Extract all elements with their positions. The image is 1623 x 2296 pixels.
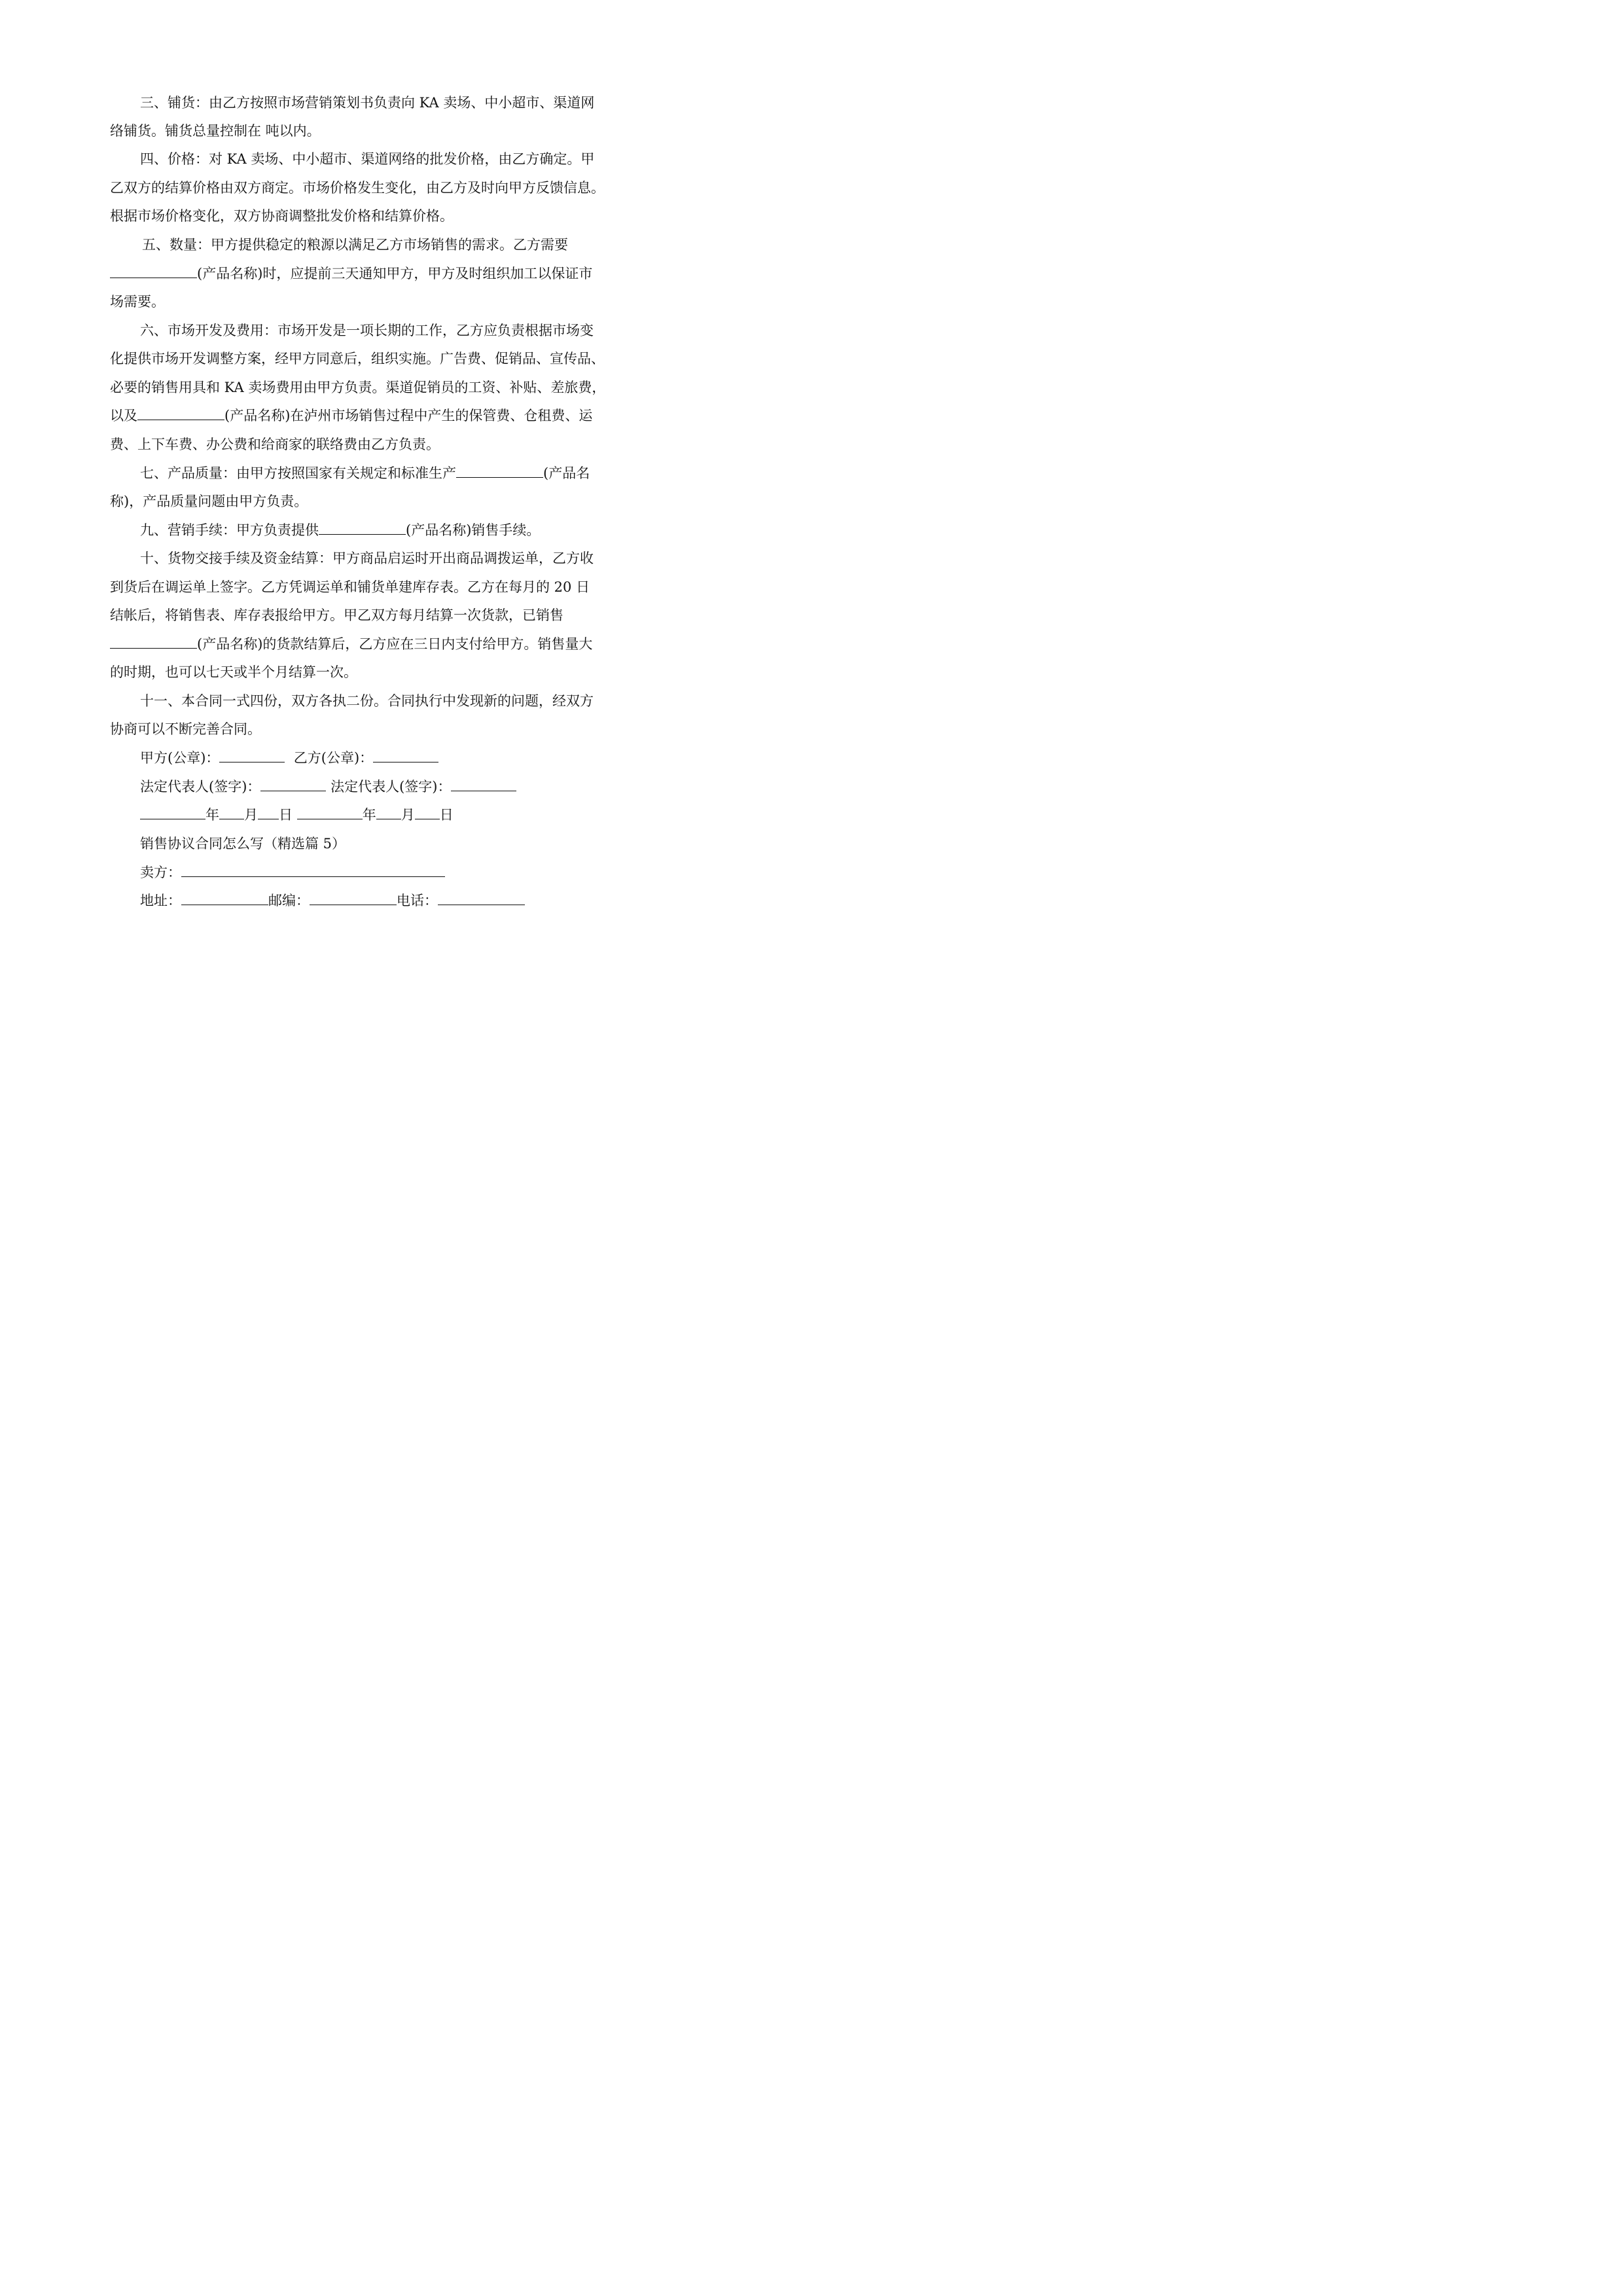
postcode-blank <box>310 891 397 905</box>
clause-10-line-2: 到货后在调运单上签字。乙方凭调运单和铺货单建库存表。乙方在每月的 20 日 <box>110 579 590 595</box>
address-blank <box>181 891 268 905</box>
party-b-rep-blank <box>451 778 516 791</box>
clause-4-line-2: 乙双方的结算价格由双方商定。市场价格发生变化，由乙方及时向甲方反馈信息。 <box>110 180 605 196</box>
date-a-day-blank <box>258 806 279 819</box>
date-a-year-blank <box>140 806 205 819</box>
representative-line <box>140 777 516 797</box>
clause-11-line-1: 十一、本合同一式四份，双方各执二份。合同执行中发现新的问题，经双方 <box>140 693 594 709</box>
party-a-seal-blank <box>219 749 285 762</box>
phone-label: 电话： <box>397 893 438 908</box>
clause-9: 九、营销手续：甲方负责提供 (产品名称)销售手续。 <box>140 522 541 538</box>
clause-3-line-1: 三、铺货：由乙方按照市场营销策划书负责向 KA 卖场、中小超市、渠道网 <box>140 95 595 111</box>
clause-7-line-2: 称)，产品质量问题由甲方负责。 <box>110 493 308 509</box>
blank-product-name <box>456 464 543 478</box>
clause-5-line-2: (产品名称)时，应提前三天通知甲方，甲方及时组织加工以保证市 <box>110 264 592 283</box>
clause-4-line-1: 四、价格：对 KA 卖场、中小超市、渠道网络的批发价格，由乙方确定。甲 <box>140 151 595 167</box>
clause-3-line-2: 络铺货。铺货总量控制在 吨以内。 <box>110 123 321 139</box>
phone-blank <box>438 891 525 905</box>
party-b-rep-label: 法定代表人(签字)： <box>330 779 452 795</box>
date-b-year-blank <box>297 806 363 819</box>
party-a-rep-blank <box>260 778 326 791</box>
date-line: 年 月 日 年 月 日 <box>140 805 454 825</box>
clause-11-line-2: 协商可以不断完善合同。 <box>110 721 261 737</box>
clause-5-line-3: 场需要。 <box>110 294 165 310</box>
blank-product-name <box>110 635 197 649</box>
party-a-seal-label: 甲方(公章)： <box>140 750 220 766</box>
clause-6-line-2: 化提供市场开发调整方案，经甲方同意后，组织实施。广告费、促销品、宣传品、 <box>110 351 605 367</box>
date-b-day-blank <box>415 806 440 819</box>
clause-6-line-5: 费、上下车费、办公费和给商家的联络费由乙方负责。 <box>110 437 440 452</box>
postcode-label: 邮编： <box>268 893 310 908</box>
party-a-rep-label: 法定代表人(签字)： <box>140 779 261 795</box>
seller-line <box>140 863 445 882</box>
clause-5-line-1: 五、数量：甲方提供稳定的粮源以满足乙方市场销售的需求。乙方需要 <box>142 237 568 253</box>
blank-product-name <box>110 264 197 278</box>
clause-10-line-1: 十、货物交接手续及资金结算：甲方商品启运时开出商品调拨运单，乙方收 <box>140 550 594 566</box>
section-heading: 销售协议合同怎么写（精选篇 5） <box>140 836 346 852</box>
blank-product-name <box>137 406 224 420</box>
clause-6-line-3: 必要的销售用具和 KA 卖场费用由甲方负责。渠道促销员的工资、补贴、差旅费， <box>110 380 606 395</box>
clause-10-line-3: 结帐后，将销售表、库存表报给甲方。甲乙双方每月结算一次货款，已销售 <box>110 607 563 623</box>
seller-label: 卖方： <box>140 865 181 880</box>
document-page <box>0 0 725 1026</box>
contact-line <box>140 891 525 910</box>
clause-10-line-5: 的时期，也可以七天或半个月结算一次。 <box>110 664 357 680</box>
date-a-month-blank <box>219 806 244 819</box>
seal-line <box>140 748 438 768</box>
clause-6-line-4: 以及 (产品名称)在泸州市场销售过程中产生的保管费、仓租费、运 <box>110 408 593 423</box>
party-b-seal-blank <box>373 749 438 762</box>
seller-blank <box>181 863 445 877</box>
address-label: 地址： <box>140 893 181 908</box>
clause-4-line-3: 根据市场价格变化，双方协商调整批发价格和结算价格。 <box>110 208 454 224</box>
clause-7-line-1: 七、产品质量：由甲方按照国家有关规定和标准生产 (产品名 <box>140 465 590 481</box>
party-b-seal-label: 乙方(公章)： <box>293 750 374 766</box>
date-b-month-blank <box>376 806 401 819</box>
blank-product-name <box>319 521 406 535</box>
clause-6-line-1: 六、市场开发及费用：市场开发是一项长期的工作，乙方应负责根据市场变 <box>140 323 594 338</box>
clause-10-line-4: (产品名称)的货款结算后，乙方应在三日内支付给甲方。销售量大 <box>110 634 592 654</box>
